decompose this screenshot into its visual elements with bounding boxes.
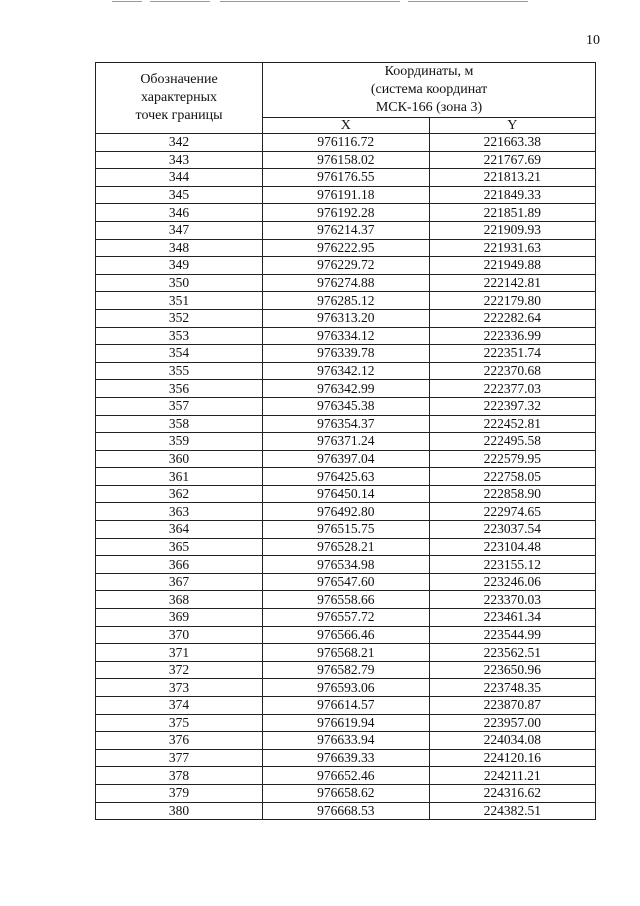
table-row <box>96 767 596 785</box>
table-row <box>96 274 596 292</box>
x-coordinate-cell: 976339.78 <box>263 345 430 363</box>
point-number-cell: 367 <box>96 573 263 591</box>
y-coordinate-cell: 223246.06 <box>429 573 596 591</box>
y-coordinate-cell: 223650.96 <box>429 661 596 679</box>
point-number-cell: 344 <box>96 169 263 187</box>
point-number-cell: 346 <box>96 204 263 222</box>
x-coordinate-cell: 976557.72 <box>263 609 430 627</box>
point-number-cell: 351 <box>96 292 263 310</box>
table-row <box>96 239 596 257</box>
x-coordinate-cell: 976274.88 <box>263 274 430 292</box>
table-row <box>96 450 596 468</box>
x-coordinate-cell: 976342.12 <box>263 362 430 380</box>
table-row <box>96 186 596 204</box>
table-row <box>96 503 596 521</box>
y-coordinate-cell: 222397.32 <box>429 397 596 415</box>
x-coordinate-cell: 976345.38 <box>263 397 430 415</box>
y-coordinate-cell: 223461.34 <box>429 609 596 627</box>
table-row <box>96 221 596 239</box>
point-number-cell: 364 <box>96 521 263 539</box>
table-row <box>96 573 596 591</box>
point-number-cell: 361 <box>96 468 263 486</box>
table-row <box>96 204 596 222</box>
y-coordinate-cell: 224120.16 <box>429 749 596 767</box>
point-number-cell: 362 <box>96 485 263 503</box>
point-number-cell: 345 <box>96 186 263 204</box>
y-coordinate-cell: 222282.64 <box>429 309 596 327</box>
point-number-cell: 354 <box>96 345 263 363</box>
y-coordinate-cell: 223870.87 <box>429 697 596 715</box>
point-number-cell: 363 <box>96 503 263 521</box>
table-row <box>96 134 596 152</box>
table-body <box>96 134 596 820</box>
y-coordinate-cell: 221767.69 <box>429 151 596 169</box>
y-coordinate-cell: 223037.54 <box>429 521 596 539</box>
x-coordinate-cell: 976285.12 <box>263 292 430 310</box>
x-coordinate-cell: 976668.53 <box>263 802 430 820</box>
table-row <box>96 169 596 187</box>
x-coordinate-cell: 976652.46 <box>263 767 430 785</box>
y-coordinate-cell: 223155.12 <box>429 556 596 574</box>
table-row <box>96 151 596 169</box>
x-coordinate-cell: 976658.62 <box>263 784 430 802</box>
table-row <box>96 591 596 609</box>
point-number-cell: 348 <box>96 239 263 257</box>
table-row <box>96 784 596 802</box>
x-coordinate-cell: 976547.60 <box>263 573 430 591</box>
y-coordinate-cell: 222974.65 <box>429 503 596 521</box>
scan-artifact-lines <box>0 0 640 4</box>
y-coordinate-cell: 221949.88 <box>429 257 596 275</box>
x-coordinate-cell: 976528.21 <box>263 538 430 556</box>
point-number-cell: 359 <box>96 433 263 451</box>
table-row <box>96 292 596 310</box>
y-coordinate-cell: 223957.00 <box>429 714 596 732</box>
x-coordinate-cell: 976633.94 <box>263 732 430 750</box>
table-row <box>96 309 596 327</box>
table-row <box>96 732 596 750</box>
table-row <box>96 661 596 679</box>
x-coordinate-cell: 976397.04 <box>263 450 430 468</box>
y-coordinate-cell: 223748.35 <box>429 679 596 697</box>
point-number-cell: 365 <box>96 538 263 556</box>
y-coordinate-cell: 223104.48 <box>429 538 596 556</box>
x-coordinate-cell: 976425.63 <box>263 468 430 486</box>
point-number-cell: 378 <box>96 767 263 785</box>
table-row <box>96 468 596 486</box>
x-coordinate-cell: 976313.20 <box>263 309 430 327</box>
y-coordinate-cell: 222179.80 <box>429 292 596 310</box>
point-number-cell: 342 <box>96 134 263 152</box>
table-row <box>96 345 596 363</box>
table-header <box>96 63 596 134</box>
table-row <box>96 362 596 380</box>
y-coordinate-cell: 221909.93 <box>429 221 596 239</box>
x-coordinate-cell: 976116.72 <box>263 134 430 152</box>
y-coordinate-cell: 224316.62 <box>429 784 596 802</box>
y-coordinate-cell: 222351.74 <box>429 345 596 363</box>
y-coordinate-cell: 223544.99 <box>429 626 596 644</box>
table-row <box>96 380 596 398</box>
y-coordinate-cell: 222377.03 <box>429 380 596 398</box>
point-number-cell: 372 <box>96 661 263 679</box>
point-number-cell: 371 <box>96 644 263 662</box>
x-coordinate-cell: 976558.66 <box>263 591 430 609</box>
point-number-cell: 358 <box>96 415 263 433</box>
table-row <box>96 679 596 697</box>
coordinates-header: Координаты, м (система координат МСК-166 (зона 3) <box>263 63 596 118</box>
y-coordinate-cell: 221851.89 <box>429 204 596 222</box>
x-coordinate-cell: 976191.18 <box>263 186 430 204</box>
point-number-cell: 366 <box>96 556 263 574</box>
x-coordinate-cell: 976639.33 <box>263 749 430 767</box>
x-coordinate-cell: 976492.80 <box>263 503 430 521</box>
table-row <box>96 556 596 574</box>
y-coordinate-cell: 222758.05 <box>429 468 596 486</box>
page-number: 10 <box>586 33 600 48</box>
table-row <box>96 644 596 662</box>
point-number-cell: 370 <box>96 626 263 644</box>
point-designation-header: Обозначение характерных точек границы <box>96 63 263 134</box>
y-coordinate-cell: 222495.58 <box>429 433 596 451</box>
x-coordinate-cell: 976334.12 <box>263 327 430 345</box>
x-coordinate-cell: 976568.21 <box>263 644 430 662</box>
table-row <box>96 609 596 627</box>
point-number-cell: 380 <box>96 802 263 820</box>
y-coordinate-cell: 221813.21 <box>429 169 596 187</box>
y-coordinate-cell: 222452.81 <box>429 415 596 433</box>
y-coordinate-cell: 224211.21 <box>429 767 596 785</box>
y-coordinate-cell: 222579.95 <box>429 450 596 468</box>
table-row <box>96 327 596 345</box>
x-coordinate-cell: 976229.72 <box>263 257 430 275</box>
point-number-cell: 349 <box>96 257 263 275</box>
y-coordinate-cell: 222142.81 <box>429 274 596 292</box>
table-row <box>96 485 596 503</box>
x-coordinate-cell: 976192.28 <box>263 204 430 222</box>
table-row <box>96 714 596 732</box>
y-coordinate-cell: 221849.33 <box>429 186 596 204</box>
point-number-cell: 356 <box>96 380 263 398</box>
table-row <box>96 415 596 433</box>
x-coordinate-cell: 976614.57 <box>263 697 430 715</box>
point-number-cell: 355 <box>96 362 263 380</box>
header-row-top <box>96 63 596 118</box>
y-coordinate-cell: 223370.03 <box>429 591 596 609</box>
y-column-header: Y <box>429 118 596 134</box>
point-number-cell: 343 <box>96 151 263 169</box>
x-coordinate-cell: 976534.98 <box>263 556 430 574</box>
x-coordinate-cell: 976619.94 <box>263 714 430 732</box>
x-coordinate-cell: 976582.79 <box>263 661 430 679</box>
x-coordinate-cell: 976515.75 <box>263 521 430 539</box>
x-coordinate-cell: 976158.02 <box>263 151 430 169</box>
y-coordinate-cell: 224382.51 <box>429 802 596 820</box>
x-coordinate-cell: 976354.37 <box>263 415 430 433</box>
table-row <box>96 802 596 820</box>
x-coordinate-cell: 976371.24 <box>263 433 430 451</box>
x-coordinate-cell: 976450.14 <box>263 485 430 503</box>
table-row <box>96 697 596 715</box>
point-number-cell: 373 <box>96 679 263 697</box>
x-coordinate-cell: 976214.37 <box>263 221 430 239</box>
table-row <box>96 626 596 644</box>
point-number-cell: 374 <box>96 697 263 715</box>
y-coordinate-cell: 222858.90 <box>429 485 596 503</box>
x-coordinate-cell: 976593.06 <box>263 679 430 697</box>
point-number-cell: 376 <box>96 732 263 750</box>
coordinates-table <box>95 62 596 820</box>
y-coordinate-cell: 221931.63 <box>429 239 596 257</box>
point-number-cell: 369 <box>96 609 263 627</box>
point-number-cell: 375 <box>96 714 263 732</box>
y-coordinate-cell: 222370.68 <box>429 362 596 380</box>
x-coordinate-cell: 976566.46 <box>263 626 430 644</box>
point-number-cell: 352 <box>96 309 263 327</box>
table-row <box>96 538 596 556</box>
y-coordinate-cell: 224034.08 <box>429 732 596 750</box>
point-number-cell: 360 <box>96 450 263 468</box>
y-coordinate-cell: 223562.51 <box>429 644 596 662</box>
table-row <box>96 257 596 275</box>
x-coordinate-cell: 976176.55 <box>263 169 430 187</box>
table-row <box>96 397 596 415</box>
point-number-cell: 368 <box>96 591 263 609</box>
table-row <box>96 433 596 451</box>
y-coordinate-cell: 221663.38 <box>429 134 596 152</box>
table-row <box>96 521 596 539</box>
x-coordinate-cell: 976342.99 <box>263 380 430 398</box>
point-number-cell: 353 <box>96 327 263 345</box>
y-coordinate-cell: 222336.99 <box>429 327 596 345</box>
point-number-cell: 347 <box>96 221 263 239</box>
point-number-cell: 379 <box>96 784 263 802</box>
point-number-cell: 350 <box>96 274 263 292</box>
x-column-header: X <box>263 118 430 134</box>
table-row <box>96 749 596 767</box>
point-number-cell: 377 <box>96 749 263 767</box>
point-number-cell: 357 <box>96 397 263 415</box>
x-coordinate-cell: 976222.95 <box>263 239 430 257</box>
